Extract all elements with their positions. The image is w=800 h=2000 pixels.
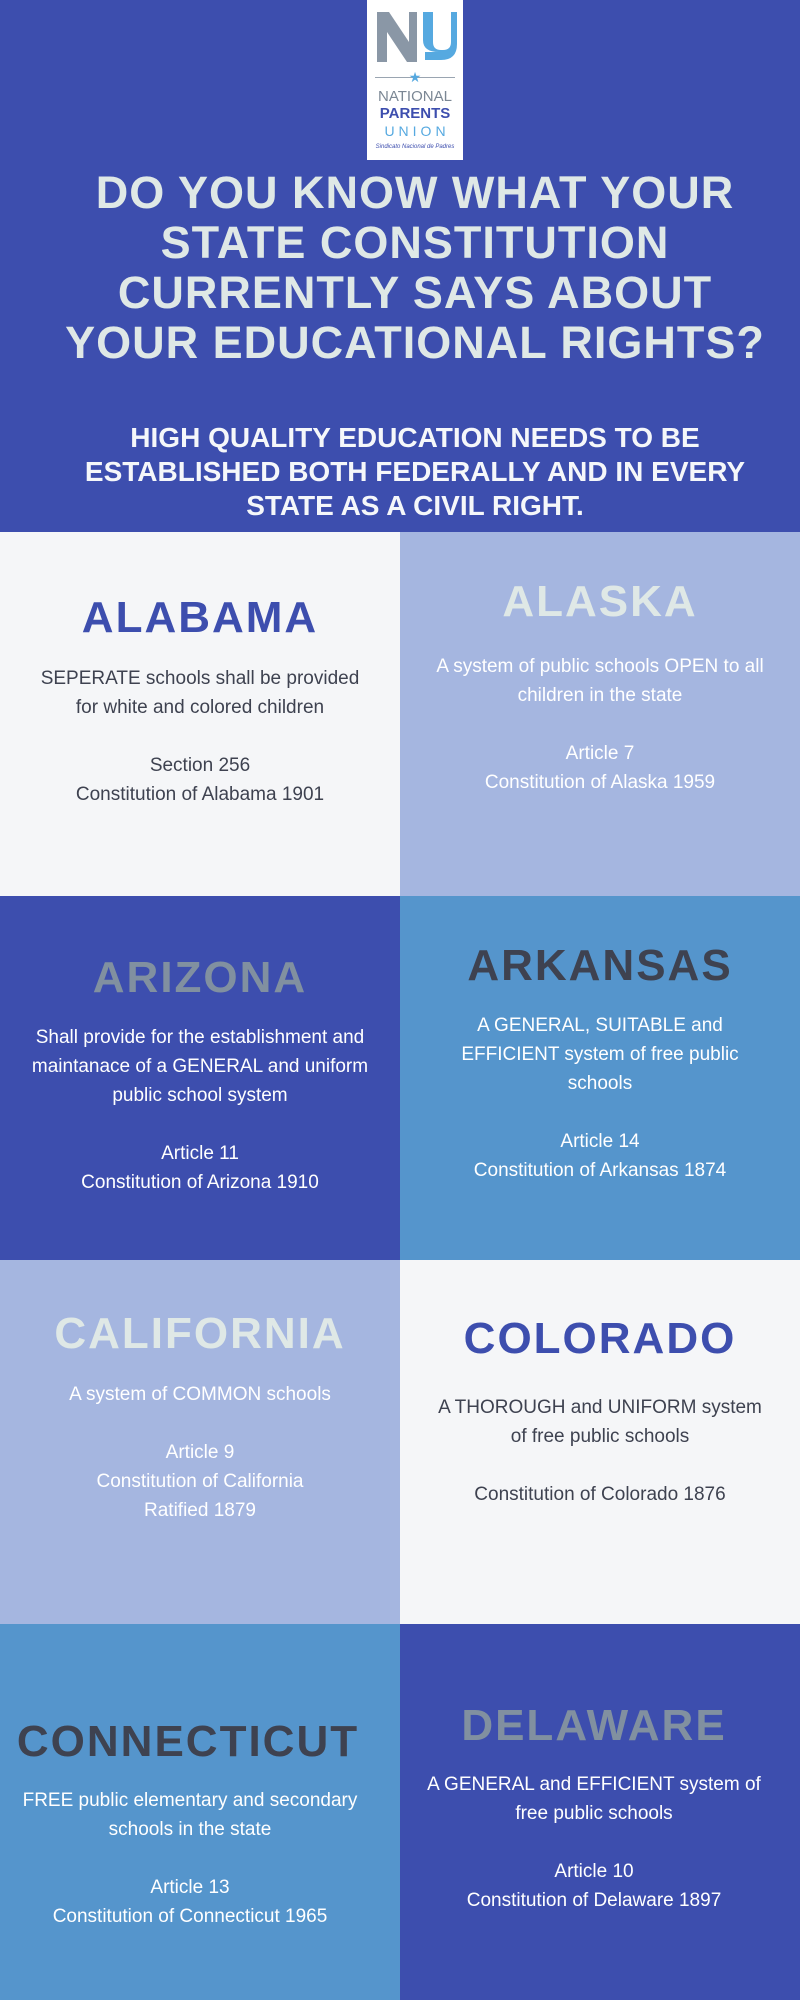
state-card-colorado (400, 1260, 800, 1624)
state-name: ARIZONA (92, 953, 308, 1002)
logo-tagline: Sindicato Nacional de Padres (375, 144, 455, 150)
state-card-california (0, 1260, 400, 1624)
state-card-delaware (400, 1624, 800, 2000)
state-description: FREE public elementary and secondary schools in the state (22, 1790, 358, 1840)
article-label: Article 11 (161, 1143, 239, 1164)
state-name: ALASKA (502, 577, 698, 626)
state-name: ARKANSAS (467, 941, 733, 990)
state-reference (424, 1857, 764, 1915)
state-description: A system of public schools OPEN to all children in the state (436, 656, 764, 706)
state-name: COLORADO (463, 1314, 737, 1363)
state-reference (30, 1438, 370, 1525)
state-reference (30, 751, 370, 809)
state-description: A GENERAL and EFFICIENT system of free public schools (427, 1774, 761, 1824)
state-reference (430, 739, 770, 797)
star-icon: ★ (408, 69, 422, 85)
state-reference (30, 1139, 370, 1197)
logo-text-parents: PARENTS (379, 105, 451, 122)
state-card-arizona (0, 896, 400, 1260)
state-name: CONNECTICUT (16, 1717, 360, 1766)
ratified-label: Ratified 1879 (144, 1500, 256, 1521)
article-label: Article 7 (565, 743, 635, 764)
state-card-alaska (400, 532, 800, 896)
article-label: Article 14 (560, 1131, 640, 1152)
state-description: Shall provide for the establishment and maintanace of a GENERAL and uniform public school system (31, 1027, 369, 1106)
article-label: Section 256 (149, 755, 251, 776)
state-description: A THOROUGH and UNIFORM system of free public schools (438, 1397, 762, 1447)
state-card-connecticut (0, 1624, 400, 2000)
np-logo-icon (371, 6, 459, 68)
logo-text-union: UNION (384, 123, 450, 139)
state-name: ALABAMA (81, 593, 319, 642)
constitution-label: Constitution of Delaware 1897 (466, 1890, 722, 1911)
state-description: SEPERATE schools shall be provided for white and colored children (40, 668, 360, 718)
article-label: Article 9 (165, 1442, 235, 1463)
headline: DO YOU KNOW WHAT YOUR STATE CONSTITUTION CURRENTLY SAYS ABOUT YOUR EDUCATIONAL RIGHTS? (65, 167, 765, 368)
state-reference (430, 1480, 770, 1509)
state-card-alabama (0, 532, 400, 896)
state-name: DELAWARE (461, 1701, 727, 1750)
constitution-label: Constitution of Alaska 1959 (484, 772, 716, 793)
article-label: Article 13 (150, 1877, 230, 1898)
article-label: Article 10 (554, 1861, 634, 1882)
state-card-arkansas (400, 896, 800, 1260)
state-description: A system of COMMON schools (69, 1384, 331, 1405)
constitution-label: Constitution of Alabama 1901 (75, 784, 325, 805)
constitution-label: Constitution of Arizona 1910 (81, 1172, 319, 1193)
constitution-label: Constitution of California (96, 1471, 304, 1492)
state-reference (20, 1873, 360, 1931)
state-reference (430, 1127, 770, 1185)
subheadline: HIGH QUALITY EDUCATION NEEDS TO BE ESTABLISHED BOTH FEDERALLY AND IN EVERY STATE AS A CIVIL RIGHT. (84, 422, 746, 521)
constitution-label: Constitution of Connecticut 1965 (52, 1906, 328, 1927)
constitution-label: Constitution of Arkansas 1874 (473, 1160, 727, 1181)
logo-text-national: NATIONAL (378, 88, 452, 105)
state-description: A GENERAL, SUITABLE and EFFICIENT system of free public schools (461, 1015, 739, 1094)
national-parents-union-logo (367, 0, 463, 160)
state-name: CALIFORNIA (54, 1309, 346, 1358)
constitution-label: Constitution of Colorado 1876 (474, 1484, 726, 1505)
header-section (0, 0, 800, 532)
